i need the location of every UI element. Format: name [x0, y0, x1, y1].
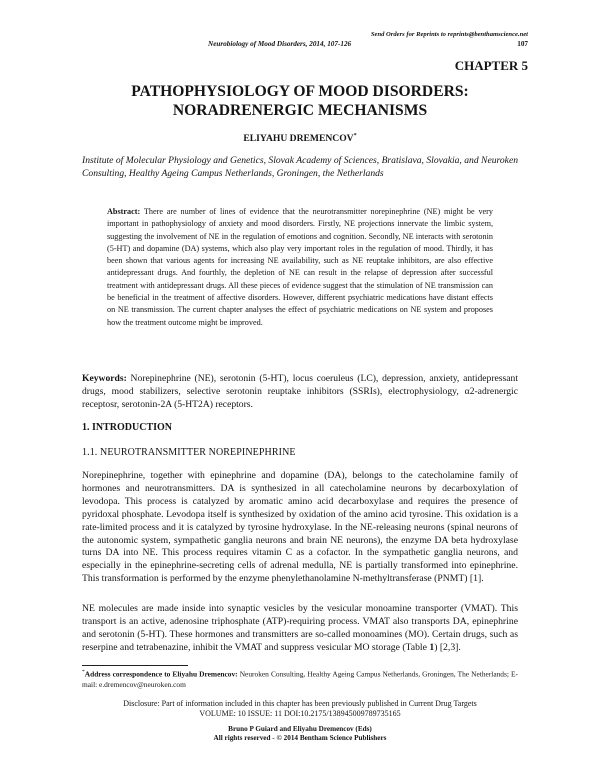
disclosure-note — [82, 699, 518, 718]
abstract-text: There are number of lines of evidence that the neurotransmitter norepinephrine (NE) might be very important in pathophysiology of anxiety and mood disorders. Firstly, NE projections innervate the limbic system, suggesting the involvement of NE in the regulation of emotions and cognition. Secondly, NE interacts with serotonin (5-HT) and dopamine (DA) systems, which also play very important roles in the regulation of mood. Thirdly, it has been shown that various agents for increasing NE availability, such as NE reuptake inhibitors, are also effective antidepressant drugs. And fourthly, the depletion of NE can result in the relapse of depression after successful treatment with antidepressant drugs. All these pieces of evidence suggest that the stimulation of NE transmission can be beneficial in the treatment of affective disorders. However, different psychiatric medications have distant effects on NE transmission. The current chapter analyses the effect of psychiatric medications on NE system and proposes how the treatment outcome might be improved. — [107, 207, 493, 327]
keywords-text: Norepinephrine (NE), serotonin (5-HT), locus coeruleus (LC), depression, anxiety, antidepressant drugs, mood stabilizers, selective serotonin reuptake inhibitors (SSRIs), electrophysiology, α2-adrenergic receptosr, serotonin-2A (5-HT2A) receptors. — [82, 373, 518, 411]
keywords — [82, 372, 518, 412]
footnote-text: Neuroken Consulting, Healthy Ageing Campus Netherlands, Groningen, The Netherlands; E-mail: e.dremencov@neuroken.com — [82, 669, 518, 690]
running-header — [208, 40, 528, 49]
publisher-footer — [82, 725, 518, 743]
chapter-label: CHAPTER 5 — [454, 58, 528, 73]
footnote-mark: * — [82, 669, 85, 675]
table-ref: 1 — [429, 641, 435, 653]
editors-line: Bruno P Guiard and Eliyahu Dremencov (Eds) — [228, 725, 372, 733]
reprints-notice: Send Orders for Reprints to reprints@benthamscience.net — [370, 31, 528, 38]
abstract — [107, 206, 493, 329]
disclosure-line-1: Disclosure: Part of information included in this chapter has been previously published in Current Drug Targets — [123, 699, 477, 708]
keywords-label: Keywords: — [82, 373, 127, 384]
affiliation: Institute of Molecular Physiology and Genetics, Slovak Academy of Sciences, Bratislava, Slovakia, and Neuroken Consulting, Healthy Ageing Campus Netherlands, Groningen, the Netherlands — [82, 155, 518, 180]
rights-line: All rights reserved - © 2014 Bentham Science Publishers — [213, 734, 387, 743]
chapter-title-line-2: NORADRENERGIC MECHANISMS — [172, 102, 428, 119]
page-number: 107 — [517, 40, 528, 48]
subsection-heading: 1.1. NEUROTRANSMITTER NOREPINEPHRINE — [82, 447, 296, 458]
paragraph-2 — [82, 603, 518, 655]
footnote-rule — [82, 665, 188, 666]
disclosure-line-2: VOLUME: 10 ISSUE: 11 DOI:10.2175/138945009789735165 — [199, 708, 401, 718]
paragraph-2-text: NE molecules are made inside into synaptic vesicles by the vesicular monoamine transporter (VMAT). This transport is an active, adenosine triphosphate (ATP)-requiring process. VMAT also transports DA, epinephrine and serotonin (5-HT). These hormones and transmitters are so-called monoamines (MO). Certain drugs, such as reserpine and tetrabenazine, inhibit the VMAT and suppress vesicular MO storage (Table — [82, 603, 518, 653]
correspondence-footnote — [82, 667, 518, 690]
chapter-title — [82, 82, 518, 120]
footnote-label: Address correspondence to Eliyahu Dremencov: — [84, 669, 238, 679]
author-line — [82, 130, 518, 145]
paragraph-1: Norepinephrine, together with epinephrine and dopamine (DA), belongs to the catecholamine family of hormones and neurotransmitters. DA is synthesized in all catecholamine neurons by decarboxylation of levodopa. This process is catalyzed by aromatic amino acid decarboxylase and requires the presence of pyridoxal phosphate. Levodopa itself is synthesized by oxidation of the amino acid tyrosine. This oxidation is a rate-limited process and it is catalyzed by tyrosine hydroxylase. In the NE-releasing neurons (spinal neurons of the autonomic system, sympathetic ganglia neurons and brain NE neurons), the enzyme DA beta hydroxylase turns DA into NE. This process requires vitamin C as a cofactor. In the sympathetic ganglia neurons, and especially in the epinephrine-secreting cells of adrenal medulla, NE is partially transformed into epinephrine. This transformation is performed by the enzyme phenylethanolamine N-methyltransferase (PNMT) [1]. — [82, 470, 518, 585]
author-name: ELIYAHU DREMENCOV — [243, 133, 354, 145]
paragraph-2-citations: ) [2,3]. — [434, 641, 461, 653]
abstract-label: Abstract: — [107, 207, 141, 216]
section-heading: 1. INTRODUCTION — [82, 422, 173, 433]
chapter-title-line-1: PATHOPHYSIOLOGY OF MOOD DISORDERS: — [131, 83, 469, 100]
author-mark: * — [353, 133, 357, 139]
running-title: Neurobiology of Mood Disorders, 2014, 107-126 — [208, 40, 352, 48]
